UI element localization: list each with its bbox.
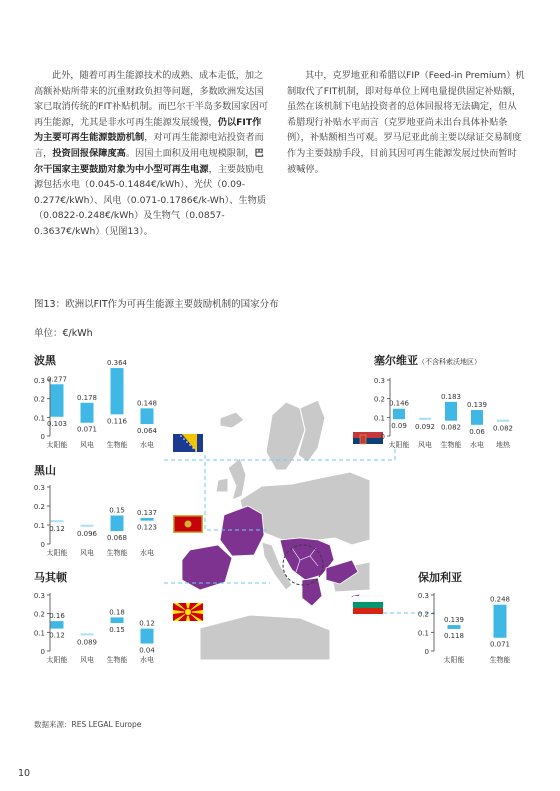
- x-tick-label: 风电: [418, 441, 432, 449]
- unit-label: 单位：€/kWh: [34, 328, 93, 339]
- data-label-low: 0.071: [489, 640, 511, 649]
- x-tick-label: 太阳能: [388, 441, 410, 449]
- chart-title-macedonia: 马其顿: [34, 571, 67, 584]
- data-label-high: 0.16: [49, 612, 65, 621]
- y-tick-label: 0.3: [33, 377, 45, 385]
- chart-serbia: [374, 377, 513, 449]
- chart-title-bih: 波黑: [34, 354, 56, 367]
- x-tick-label: 生物能: [489, 656, 511, 664]
- y-tick-label: 0.2: [33, 610, 45, 619]
- bar-range: [393, 409, 405, 419]
- y-tick-label: 0.2: [373, 395, 385, 404]
- y-tick-label: 0.3: [417, 592, 429, 600]
- left-paragraph-run: 。因国土面积及用电规模限制，: [125, 147, 255, 159]
- bar-range: [111, 368, 124, 414]
- x-tick-label: 风电: [80, 549, 94, 557]
- y-tick-label: 0.1: [417, 629, 429, 638]
- y-tick-label: 0.3: [33, 484, 45, 492]
- figure-title: 图13：欧洲以FIT作为可再生能源主要鼓励机制的国家分布: [34, 299, 279, 310]
- chart-title-montenegro: 黑山: [34, 464, 56, 477]
- data-label-high: 0.178: [76, 393, 98, 402]
- data-label-low: 0.06: [469, 427, 485, 436]
- data-label-low: 0.064: [136, 427, 158, 436]
- data-label-low: 0.118: [443, 631, 465, 640]
- left-paragraph-run: 此外，随着可再生能源技术的成熟、成本走低，加之高额补贴所带来的沉重财政负担等问题，多数欧洲发达国家已取消传统的FIT补贴机制。而巴尔干半岛多数国家因可再生能源，尤其是非水可再生能源发展缓慢，: [34, 70, 269, 128]
- y-tick-label: 0.2: [33, 395, 45, 404]
- data-label-high: 0.139: [443, 616, 465, 625]
- y-tick-label: 0: [40, 541, 45, 549]
- page-number: 10: [18, 768, 31, 779]
- flag-serbia: [353, 432, 383, 450]
- bar-range: [445, 402, 457, 421]
- bar-range: [448, 625, 461, 629]
- flag-bih: [173, 434, 203, 452]
- chart-montenegro: [34, 484, 157, 557]
- bar-range: [51, 621, 64, 628]
- x-tick-label: 太阳能: [46, 441, 68, 449]
- left-paragraph-run: 投资回报保障度高: [52, 147, 126, 159]
- x-tick-label: 风电: [80, 441, 94, 449]
- data-label-high: 0.089: [76, 638, 98, 647]
- y-tick-label: 0.2: [33, 503, 45, 511]
- data-label-high: 0.364: [106, 359, 128, 368]
- data-label-high: 0.12: [139, 619, 155, 628]
- chart-bih: [34, 359, 158, 449]
- data-label-high: 0.096: [76, 529, 98, 538]
- y-tick-label: 0.1: [33, 414, 45, 423]
- y-tick-label: 0: [380, 433, 385, 441]
- europe-map: [175, 395, 370, 660]
- data-label-low: 0.068: [106, 534, 128, 543]
- bar-single-value: [81, 525, 94, 527]
- data-label-high: 0.12: [49, 525, 65, 534]
- data-label-low: 0.103: [46, 419, 68, 428]
- bar-single-value: [81, 633, 94, 635]
- data-label-low: 0.15: [109, 626, 125, 634]
- bar-range: [141, 518, 154, 521]
- flag-macedonia: [173, 603, 203, 621]
- data-label-low: 0.071: [76, 425, 98, 434]
- bar-single-value: [419, 418, 431, 420]
- y-tick-label: 0.2: [417, 610, 429, 619]
- data-label-high: 0.092: [414, 422, 436, 431]
- x-tick-label: 水电: [470, 441, 484, 449]
- x-tick-label: 太阳能: [46, 549, 68, 557]
- bar-range: [111, 516, 124, 532]
- data-label-high: 0.139: [466, 401, 488, 410]
- data-label-high: 0.18: [109, 608, 125, 617]
- data-label-high: 0.137: [136, 508, 158, 517]
- left-paragraph-run: ，主要鼓励电源包括水电（0.045-0.1484€/kWh）、光伏（0.09-0.277€/kWh）、风电（0.071-0.1786€/k-Wh）、生物质（0.0822-0.248€/kWh）及生物气（0.0857-0.3637€/kWh）（见图13）。: [34, 163, 267, 237]
- x-tick-label: 生物能: [106, 656, 128, 664]
- y-tick-label: 0: [424, 648, 429, 656]
- data-label-low: 0.116: [106, 417, 128, 426]
- x-tick-label: 生物能: [106, 441, 128, 449]
- chart-bulgaria: [418, 592, 511, 664]
- chart-title-bulgaria: 保加利亚: [418, 571, 462, 584]
- y-tick-label: 0.3: [373, 377, 385, 385]
- bar-range: [494, 605, 507, 638]
- y-tick-label: 0.1: [373, 414, 385, 423]
- left-paragraph-run: 巴尔干国家主要鼓励对象为中小型可再生电源: [34, 147, 264, 175]
- left-paragraph-run: 仍以FIT作为主要可再生能源鼓励机制: [34, 116, 262, 144]
- chart-title-serbia: 塞尔维亚（不含科索沃地区）: [374, 354, 481, 367]
- data-label-high: 0.15: [109, 506, 125, 515]
- x-tick-label: 水电: [140, 441, 154, 449]
- bar-range: [471, 410, 483, 425]
- x-tick-label: 太阳能: [46, 656, 68, 664]
- x-tick-label: 风电: [80, 656, 94, 664]
- chart-macedonia: [34, 592, 155, 664]
- bar-range: [141, 629, 154, 644]
- x-tick-label: 水电: [140, 549, 154, 557]
- bar-single-value: [497, 420, 509, 422]
- data-label-high: 0.082: [492, 424, 514, 433]
- right-paragraph: 其中，克罗地亚和希腊以FIP（Feed-in Premium）机制取代了FIT机制，即对每单位上网电量提供固定补贴额，虽然在该机制下电站投资者的总体回报将无法确定，但从希腊现行补贴水平而言（克罗地亚尚未出台具体补贴条例），补贴额相当可观。罗马尼亚此前主要以绿证交易制度作为主要鼓励手段，目前其因可再生能源发展过快而暂时被喊停。: [287, 70, 525, 175]
- y-tick-label: 0.1: [33, 522, 45, 530]
- x-tick-label: 水电: [140, 656, 154, 664]
- bar-range: [51, 384, 64, 416]
- x-tick-label: 生物能: [106, 549, 128, 557]
- y-tick-label: 0.3: [33, 592, 45, 600]
- data-label-low: 0.04: [139, 646, 155, 655]
- data-label-low: 0.082: [440, 423, 462, 432]
- y-tick-label: 0: [40, 648, 45, 656]
- data-label-low: 0.12: [49, 631, 65, 640]
- x-tick-label: 太阳能: [443, 656, 465, 664]
- flag-bulgaria: [353, 596, 383, 614]
- data-label-low: 0.123: [136, 523, 158, 532]
- x-tick-label: 地热: [496, 441, 510, 449]
- y-tick-label: 0: [40, 433, 45, 441]
- data-label-low: 0.09: [391, 422, 407, 431]
- data-label-high: 0.277: [46, 375, 68, 384]
- data-label-high: 0.146: [388, 399, 410, 408]
- data-label-high: 0.248: [489, 595, 511, 604]
- y-tick-label: 0.1: [33, 629, 45, 638]
- flag-montenegro: [173, 515, 203, 533]
- data-label-high: 0.183: [440, 392, 462, 401]
- x-tick-label: 生物能: [440, 441, 462, 449]
- chart-subtitle-serbia: （不含科索沃地区）: [418, 358, 481, 366]
- data-label-high: 0.148: [136, 399, 158, 408]
- bar-range: [141, 408, 154, 424]
- bar-range: [81, 403, 94, 423]
- bar-range: [111, 617, 124, 623]
- bar-single-value: [51, 520, 64, 522]
- left-paragraph-run: ，对可再生能源电站投资者而言，: [34, 132, 264, 159]
- data-source: 数据来源：RES LEGAL Europe: [34, 720, 142, 729]
